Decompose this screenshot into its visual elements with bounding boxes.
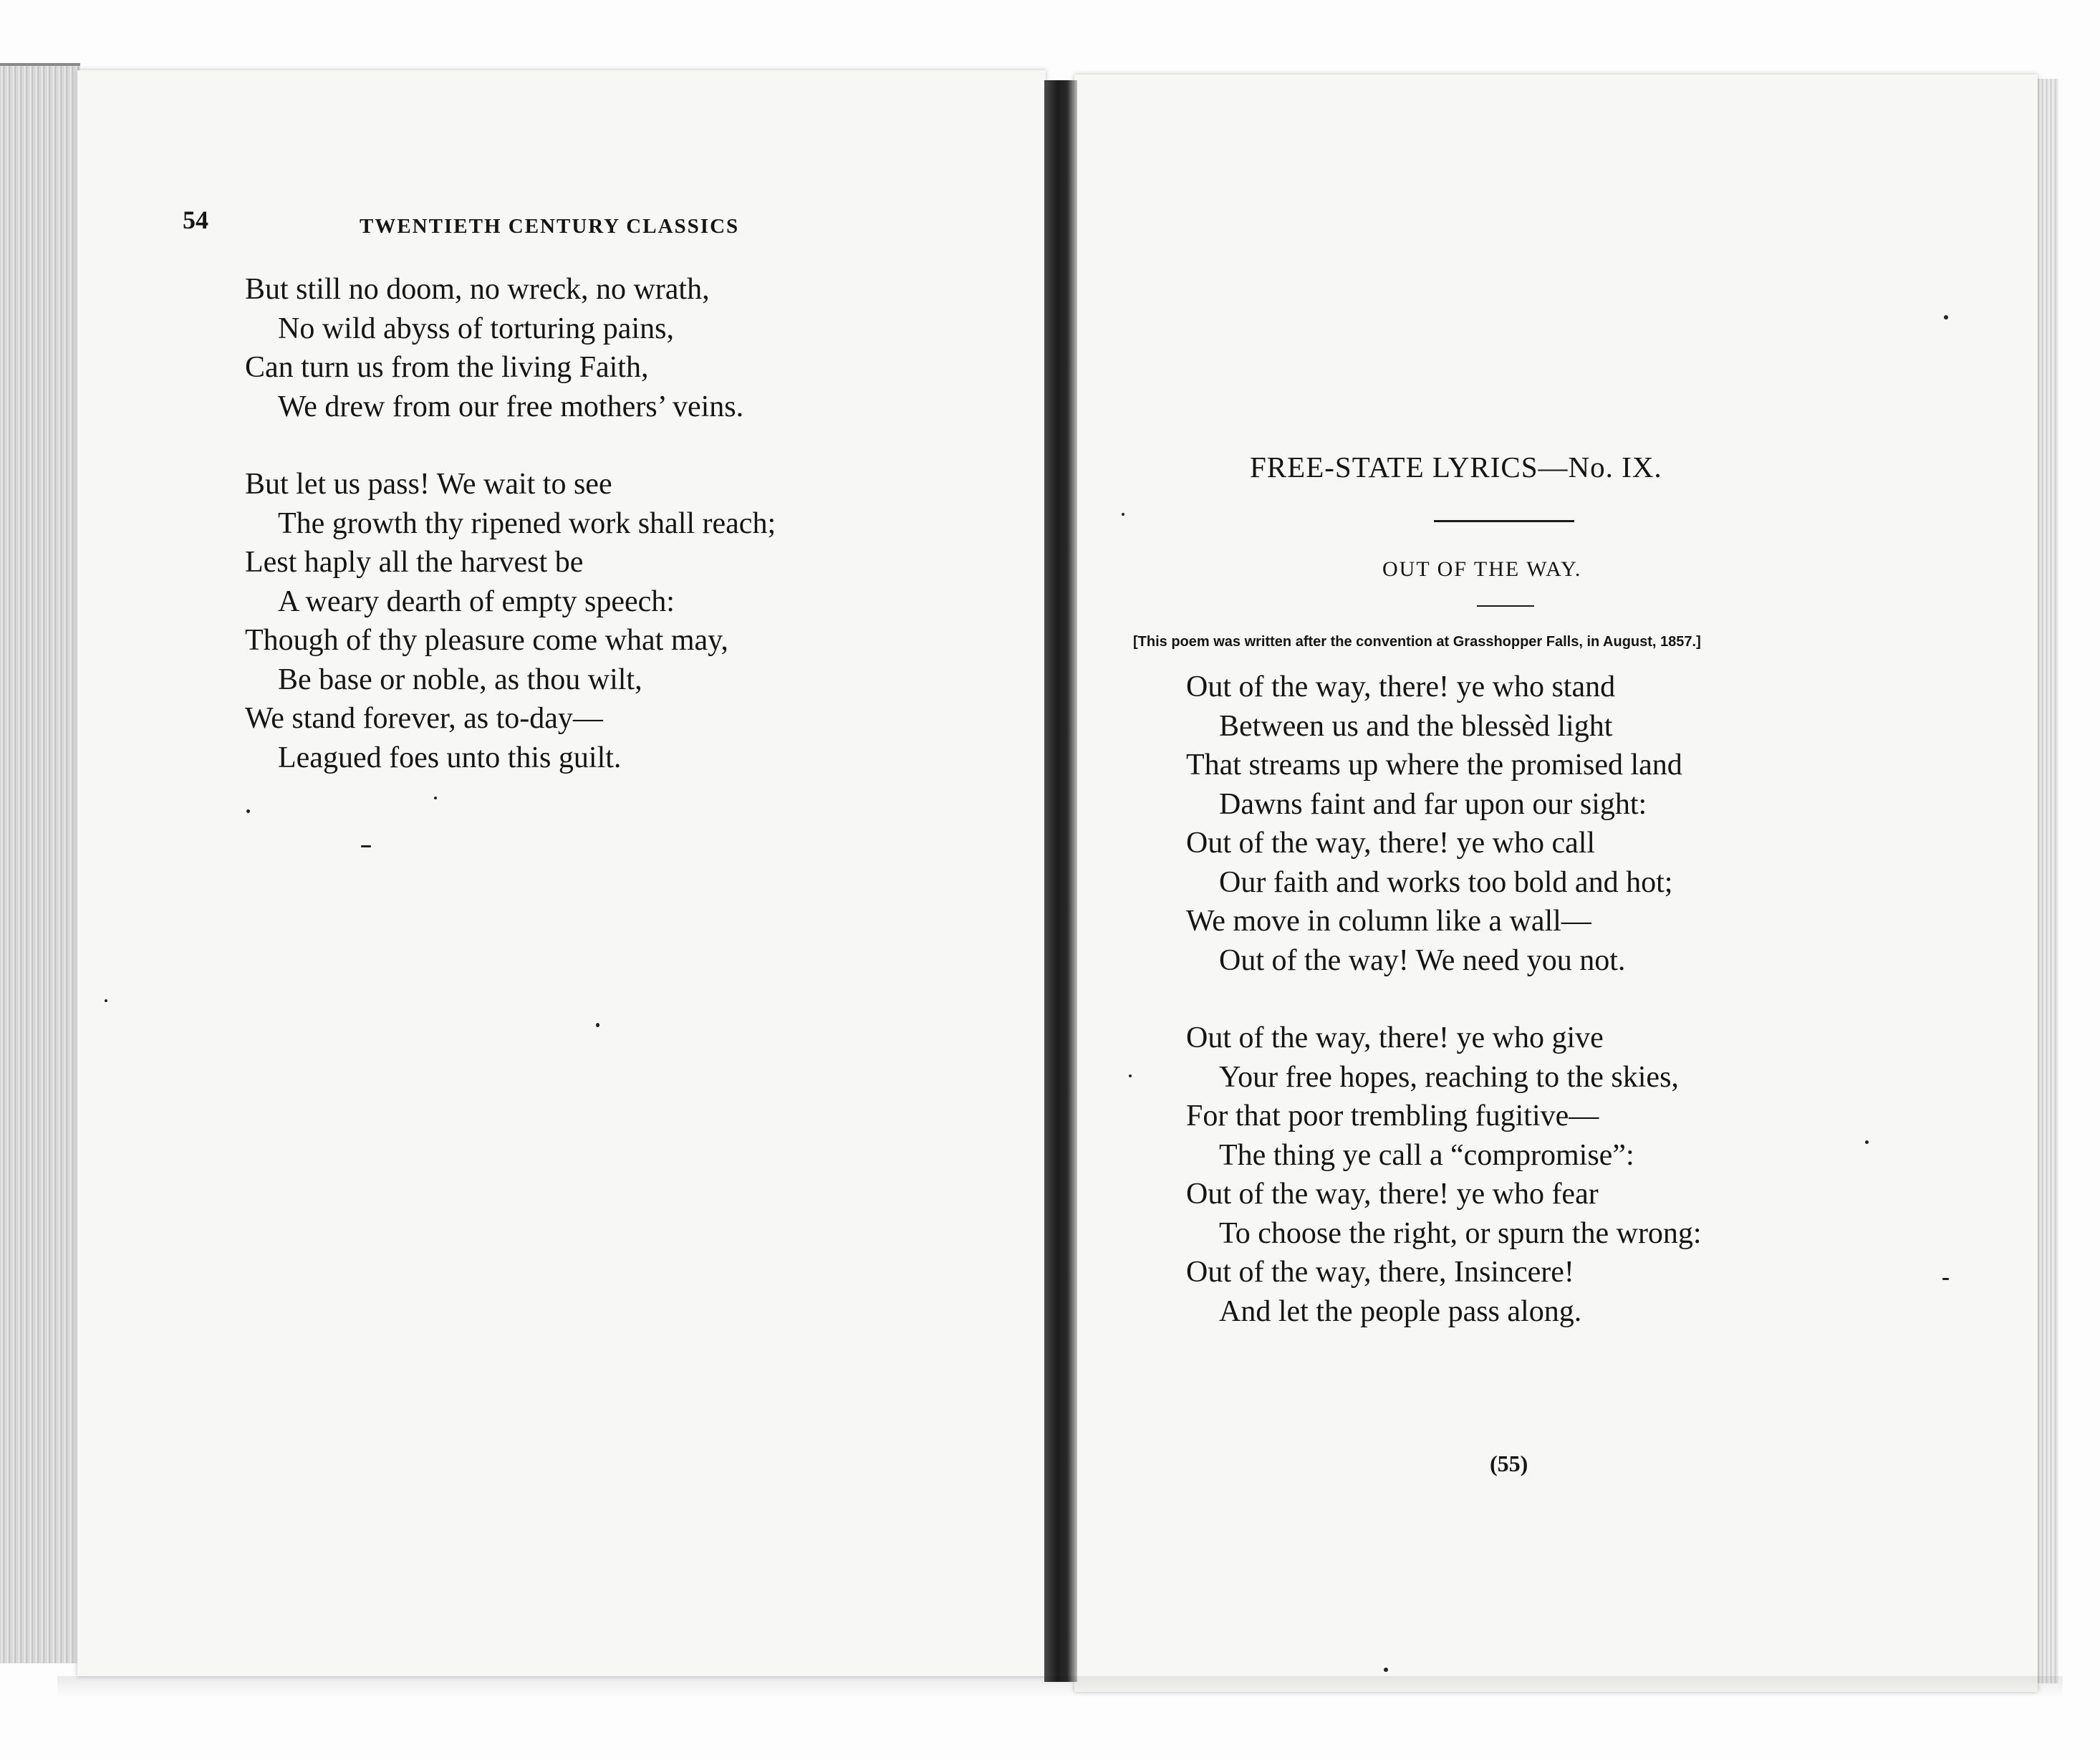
poem-title: OUT OF THE WAY. (1382, 557, 1582, 581)
dust-speck (596, 1023, 599, 1027)
dust-speck (105, 999, 107, 1002)
verse-line: Dawns faint and far upon our sight: (1219, 787, 1647, 821)
stanza-break (245, 426, 776, 465)
verse-line: For that poor trembling fugitive— (1186, 1100, 1599, 1133)
verse-line: Between us and the blessèd light (1219, 709, 1613, 743)
dust-speck (1384, 1668, 1388, 1672)
dust-speck (1944, 315, 1948, 319)
running-head: TWENTIETH CENTURY CLASSICS (360, 215, 740, 238)
verse-line: A weary dearth of empty speech: (278, 585, 675, 618)
verse-line: No wild abyss of torturing pains, (278, 312, 674, 345)
right-poem (1186, 668, 1702, 1331)
left-page-number: 54 (183, 206, 208, 234)
verse-line: Leagued foes unto this guilt. (278, 741, 622, 774)
verse-line: Out of the way, there! ye who call (1186, 827, 1596, 860)
verse-line: Lest haply all the harvest be (245, 546, 584, 579)
dust-speck (1129, 1074, 1132, 1077)
dust-speck (246, 809, 250, 813)
verse-line: The growth thy ripened work shall reach; (278, 506, 776, 540)
verse-line: Our faith and works too bold and hot; (1219, 865, 1673, 899)
subtitle-rule (1477, 605, 1534, 607)
verse-line: Your free hopes, reaching to the skies, (1219, 1060, 1679, 1094)
poem-note: [This poem was written after the convention at Grasshopper Falls, in August, 1857.] (1133, 634, 1701, 650)
verse-line: Be base or noble, as thou wilt, (278, 663, 642, 696)
verse-line: And let the people pass along. (1219, 1294, 1582, 1328)
title-rule (1434, 520, 1574, 522)
verse-line: Out of the way, there! ye who stand (1186, 670, 1616, 703)
left-page-edges (0, 63, 80, 1663)
verse-line: To choose the right, or spurn the wrong: (1219, 1216, 1702, 1250)
verse-line: We move in column like a wall— (1186, 905, 1591, 938)
verse-line: Out of the way, there! ye who fear (1186, 1178, 1599, 1211)
verse-line: Out of the way, there! ye who give (1186, 1021, 1604, 1054)
dust-speck (1942, 1278, 1949, 1280)
verse-line: Out of the way! We need you not. (1219, 943, 1626, 977)
right-page-number: (55) (1490, 1451, 1528, 1476)
book-gutter (1044, 80, 1077, 1682)
verse-line: The thing ye call a “compromise”: (1219, 1138, 1634, 1172)
verse-line: Can turn us from the living Faith, (245, 351, 649, 384)
right-page-edges (2034, 79, 2058, 1683)
page-bottom-shadow (57, 1676, 2063, 1698)
dust-speck (361, 845, 371, 847)
dust-speck (434, 797, 437, 799)
stanza-break (1186, 980, 1702, 1019)
dust-speck (1865, 1140, 1869, 1144)
verse-line: Though of thy pleasure come what may, (245, 624, 728, 657)
poem-series-title: FREE-STATE LYRICS—No. IX. (1250, 451, 1662, 484)
left-poem (245, 270, 776, 777)
verse-line: But let us pass! We wait to see (245, 468, 612, 501)
dust-speck (1122, 513, 1124, 516)
verse-line: Out of the way, there, Insincere! (1186, 1256, 1574, 1289)
verse-line: We stand forever, as to-day— (245, 702, 603, 735)
verse-line: That streams up where the promised land (1186, 749, 1682, 782)
verse-line: We drew from our free mothers’ veins. (278, 390, 744, 423)
verse-line: But still no doom, no wreck, no wrath, (245, 273, 710, 306)
